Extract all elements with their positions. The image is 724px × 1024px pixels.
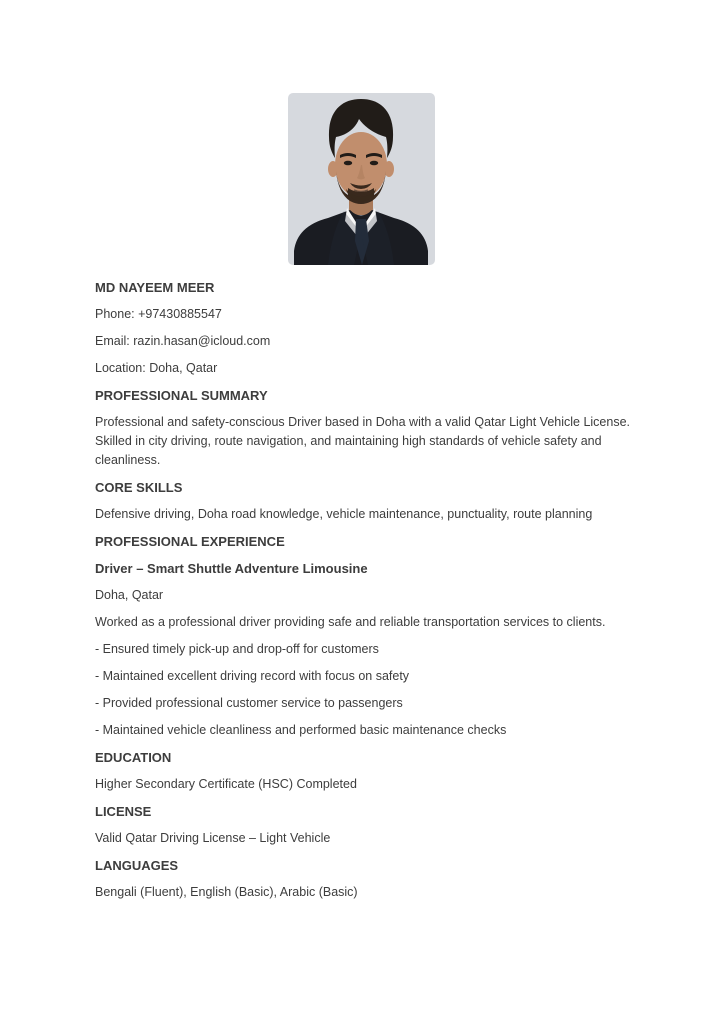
- contact-phone: Phone: +97430885547: [95, 307, 222, 321]
- education-body: Higher Secondary Certificate (HSC) Completed: [95, 777, 357, 791]
- core-skills-heading: CORE SKILLS: [95, 480, 183, 495]
- experience-bullet: - Provided professional customer service to passengers: [95, 696, 403, 710]
- experience-bullet: - Maintained vehicle cleanliness and performed basic maintenance checks: [95, 723, 507, 737]
- experience-bullet: - Ensured timely pick-up and drop-off for customers: [95, 642, 379, 656]
- license-body: Valid Qatar Driving License – Light Vehicle: [95, 831, 331, 845]
- applicant-name: MD NAYEEM MEER: [95, 280, 215, 295]
- experience-job-location: Doha, Qatar: [95, 588, 164, 602]
- languages-body: Bengali (Fluent), English (Basic), Arabic (Basic): [95, 885, 358, 899]
- summary-heading: PROFESSIONAL SUMMARY: [95, 388, 268, 403]
- experience-heading: PROFESSIONAL EXPERIENCE: [95, 534, 285, 549]
- languages-heading: LANGUAGES: [95, 858, 179, 873]
- core-skills-body: Defensive driving, Doha road knowledge, vehicle maintenance, punctuality, route planning: [95, 507, 593, 521]
- applicant-photo: [288, 93, 435, 265]
- experience-job-summary: Worked as a professional driver providing safe and reliable transportation services to clients.: [95, 615, 606, 629]
- portrait-photo-graphic: [288, 93, 435, 265]
- experience-bullet: - Maintained excellent driving record with focus on safety: [95, 669, 410, 683]
- education-heading: EDUCATION: [95, 750, 172, 765]
- contact-email: Email: razin.hasan@icloud.com: [95, 334, 271, 348]
- contact-location: Location: Doha, Qatar: [95, 361, 218, 375]
- license-heading: LICENSE: [95, 804, 152, 819]
- summary-body: Professional and safety-conscious Driver based in Doha with a valid Qatar Light Vehicle License. Skilled in city driving, route navigation, and maintaining high standards of vehicle safety and cleanliness.: [95, 415, 631, 467]
- experience-job-title: Driver – Smart Shuttle Adventure Limousine: [95, 561, 368, 576]
